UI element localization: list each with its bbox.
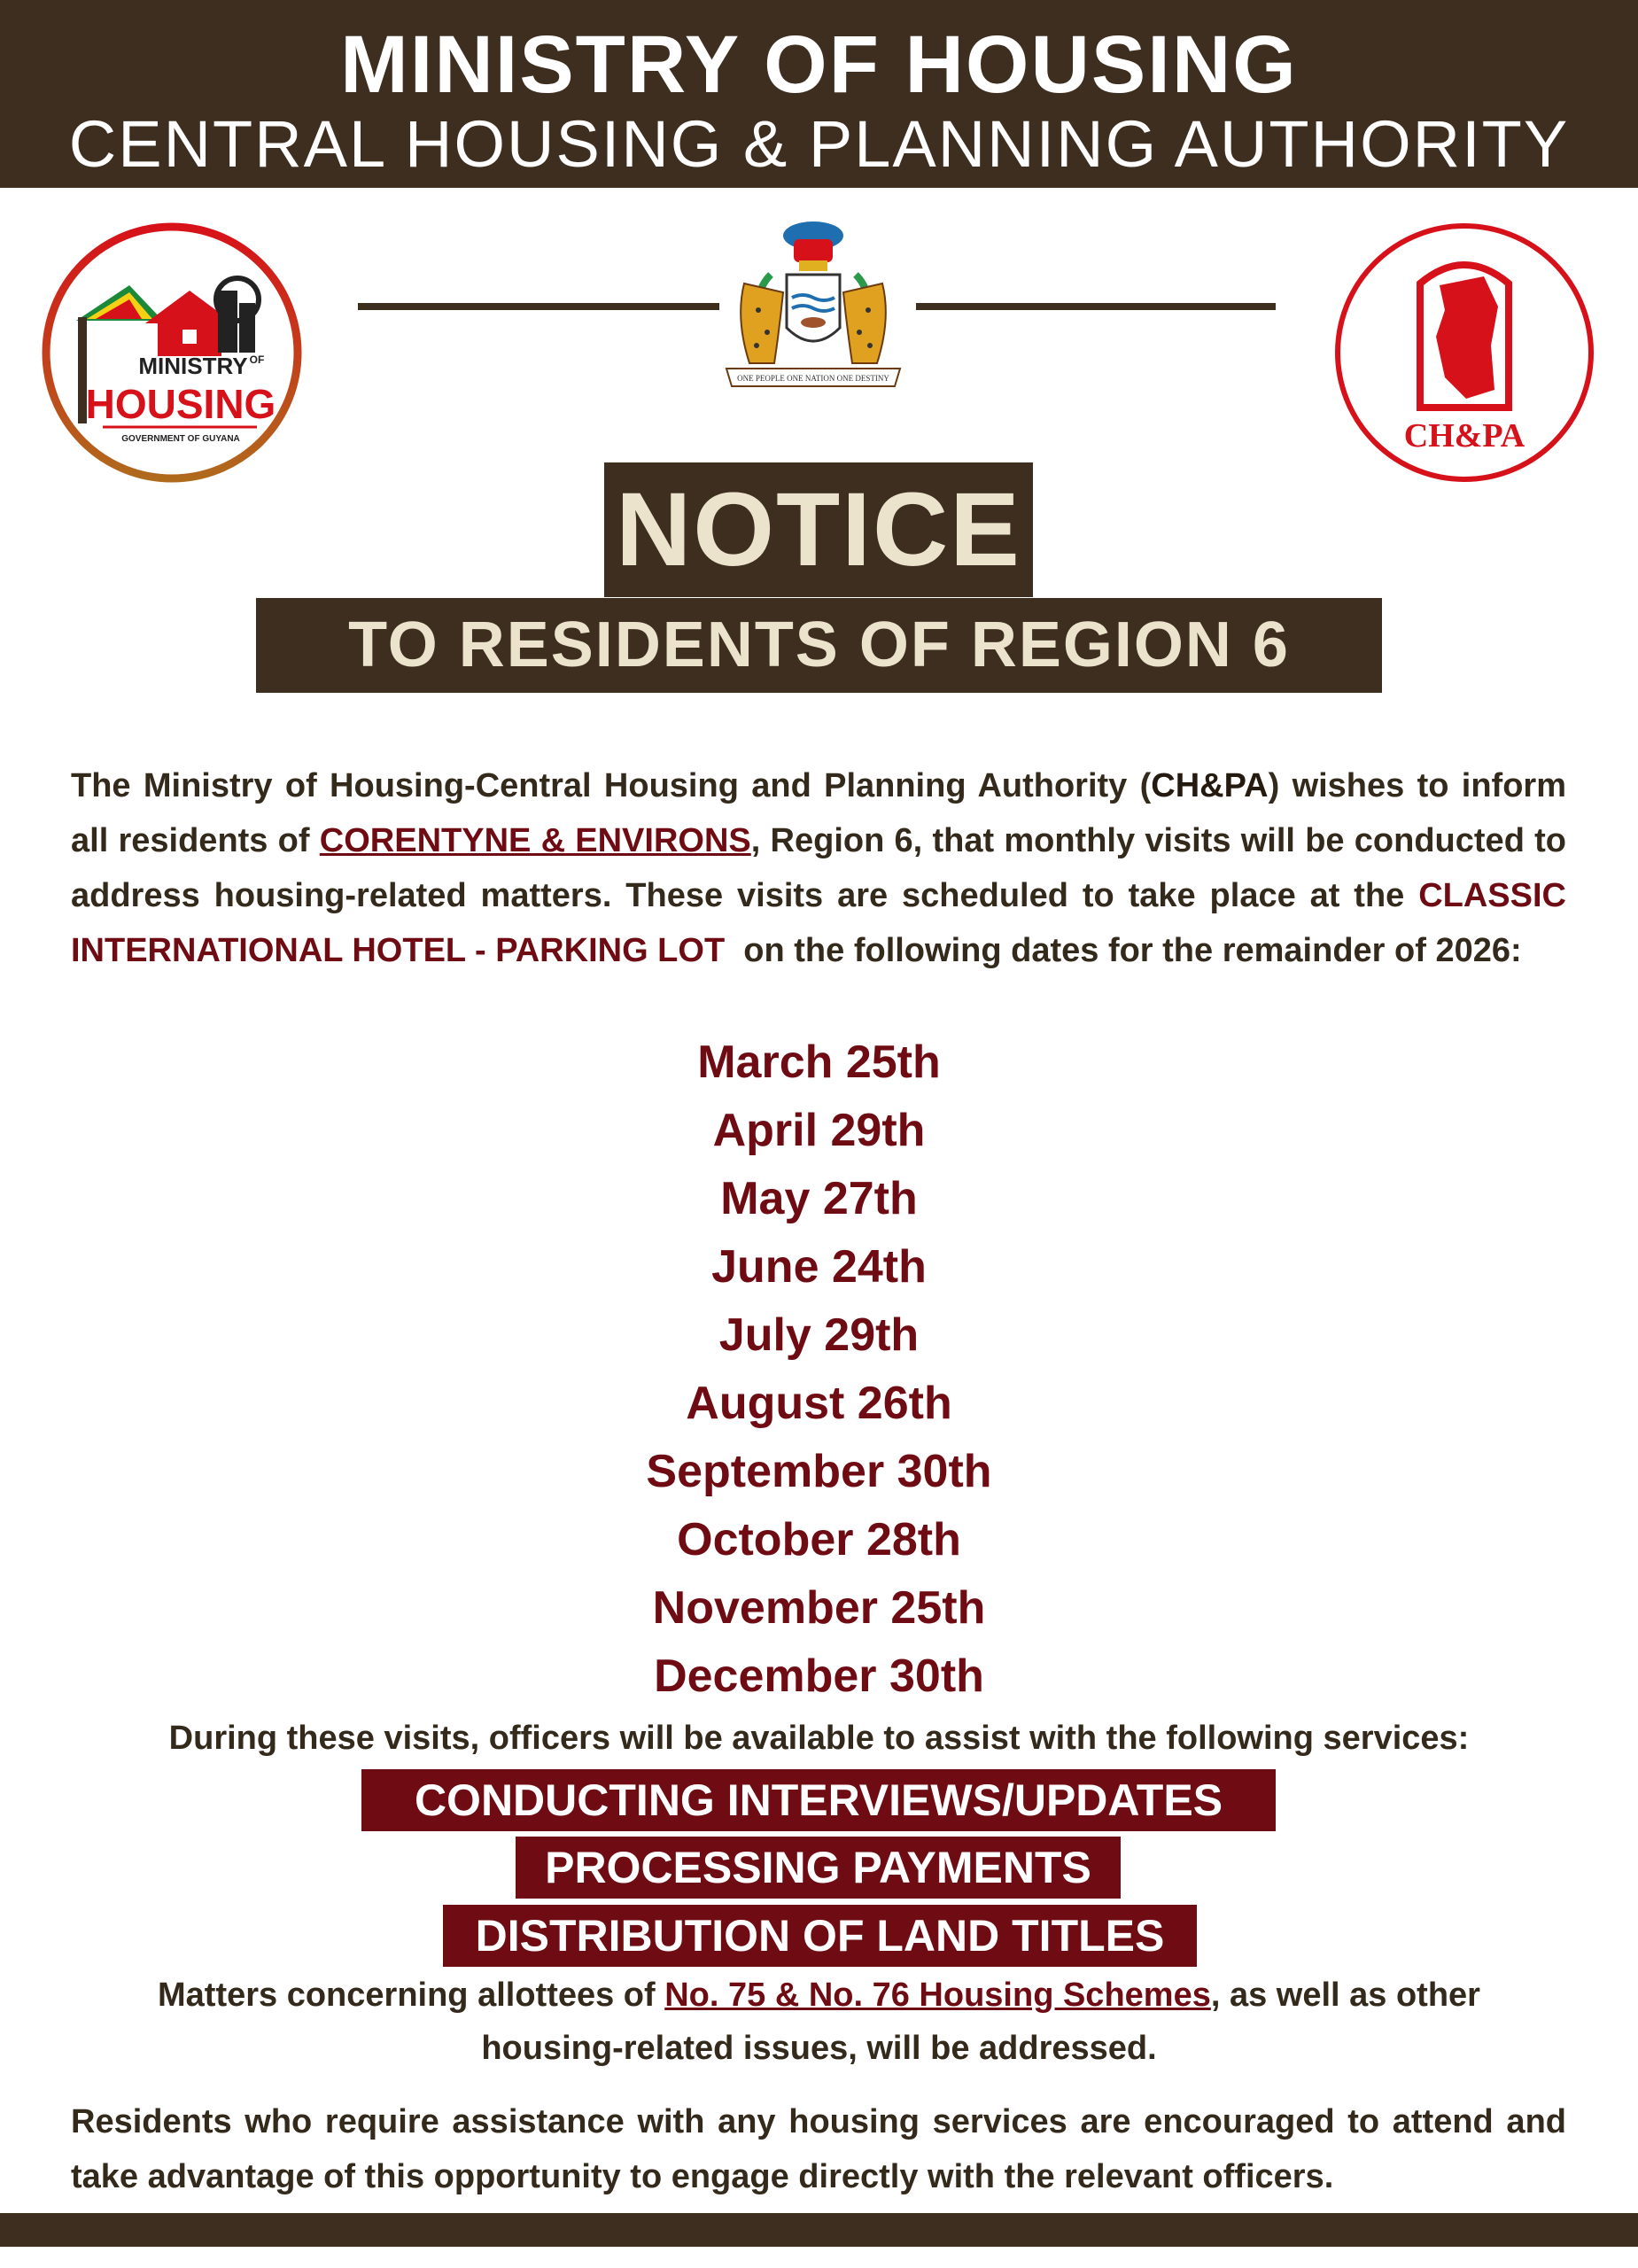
intro-place-link[interactable]: CORENTYNE & ENVIRONS	[319, 822, 751, 859]
matters-text-1: Matters concerning allottees of	[158, 1977, 665, 2014]
visit-date: June 24th	[711, 1241, 927, 1293]
right-divider-rule	[916, 303, 1276, 310]
authority-subtitle: CENTRAL HOUSING & PLANNING AUTHORITY	[68, 107, 1570, 181]
intro-text-1: The Ministry of Housing-Central Housing and Planning Authority (	[71, 767, 1152, 804]
visit-date: May 27th	[720, 1173, 918, 1224]
ministry-title: MINISTRY OF HOUSING	[340, 19, 1298, 110]
service-item-interviews: CONDUCTING INTERVIEWS/UPDATES	[361, 1769, 1276, 1831]
visit-date: April 29th	[712, 1105, 926, 1156]
service-item-land-titles: DISTRIBUTION OF LAND TITLES	[443, 1905, 1197, 1967]
matters-line-1	[0, 1970, 1638, 2020]
intro-text-2: ) wishes to inform all residents of	[71, 767, 1566, 859]
visit-date: November 25th	[652, 1582, 986, 1634]
notice-title: NOTICE	[604, 462, 1033, 597]
guyana-coat-of-arms-icon	[718, 213, 909, 399]
housing-schemes-link[interactable]: No. 75 & No. 76 Housing Schemes	[664, 1977, 1211, 2014]
logo-of-text: OF	[249, 353, 265, 366]
service-item-payments: PROCESSING PAYMENTS	[516, 1837, 1121, 1899]
matters-line-2: housing-related issues, will be addressed.	[481, 2030, 1157, 2067]
visit-date: July 29th	[718, 1309, 920, 1361]
intro-paragraph	[71, 758, 1566, 978]
left-divider-rule	[358, 303, 719, 310]
chpa-logo-icon	[1333, 221, 1595, 484]
intro-text-3: , Region 6, that monthly visits will be conducted to address housing-related matters. These visits are scheduled to take place at the	[71, 822, 1566, 914]
chpa-logo-text: CH&PA	[1403, 417, 1525, 454]
visit-date: October 28th	[677, 1514, 961, 1565]
logo-ministry-text: MINISTRY	[138, 353, 248, 379]
visit-date: August 26th	[686, 1378, 952, 1429]
intro-text-4: on the following dates for the remainder of 2026:	[725, 932, 1522, 969]
crest-motto-text: ONE PEOPLE ONE NATION ONE DESTINY	[737, 374, 889, 383]
logo-government-text: GOVERNMENT OF GUYANA	[121, 434, 240, 444]
visit-date: December 30th	[654, 1651, 984, 1702]
header-banner	[0, 0, 1638, 188]
intro-venue: CLASSIC INTERNATIONAL HOTEL - PARKING LOT	[71, 877, 1566, 969]
services-intro: During these visits, officers will be available to assist with the following services:	[168, 1720, 1470, 1757]
visit-date: September 30th	[646, 1446, 992, 1497]
ministry-of-housing-logo-icon	[41, 221, 303, 484]
closing-paragraph: Residents who require assistance with any housing services are encouraged to attend and take advantage of this opportunity to engage directly with the relevant officers.	[71, 2103, 1566, 2195]
intro-chpa: CH&PA	[1151, 767, 1269, 804]
matters-text-2: , as well as other	[1210, 1977, 1480, 2014]
visit-date: March 25th	[697, 1037, 941, 1088]
logo-housing-text: HOUSING	[85, 381, 276, 427]
notice-subtitle: TO RESIDENTS OF REGION 6	[256, 598, 1382, 693]
footer-bar	[0, 2213, 1638, 2247]
